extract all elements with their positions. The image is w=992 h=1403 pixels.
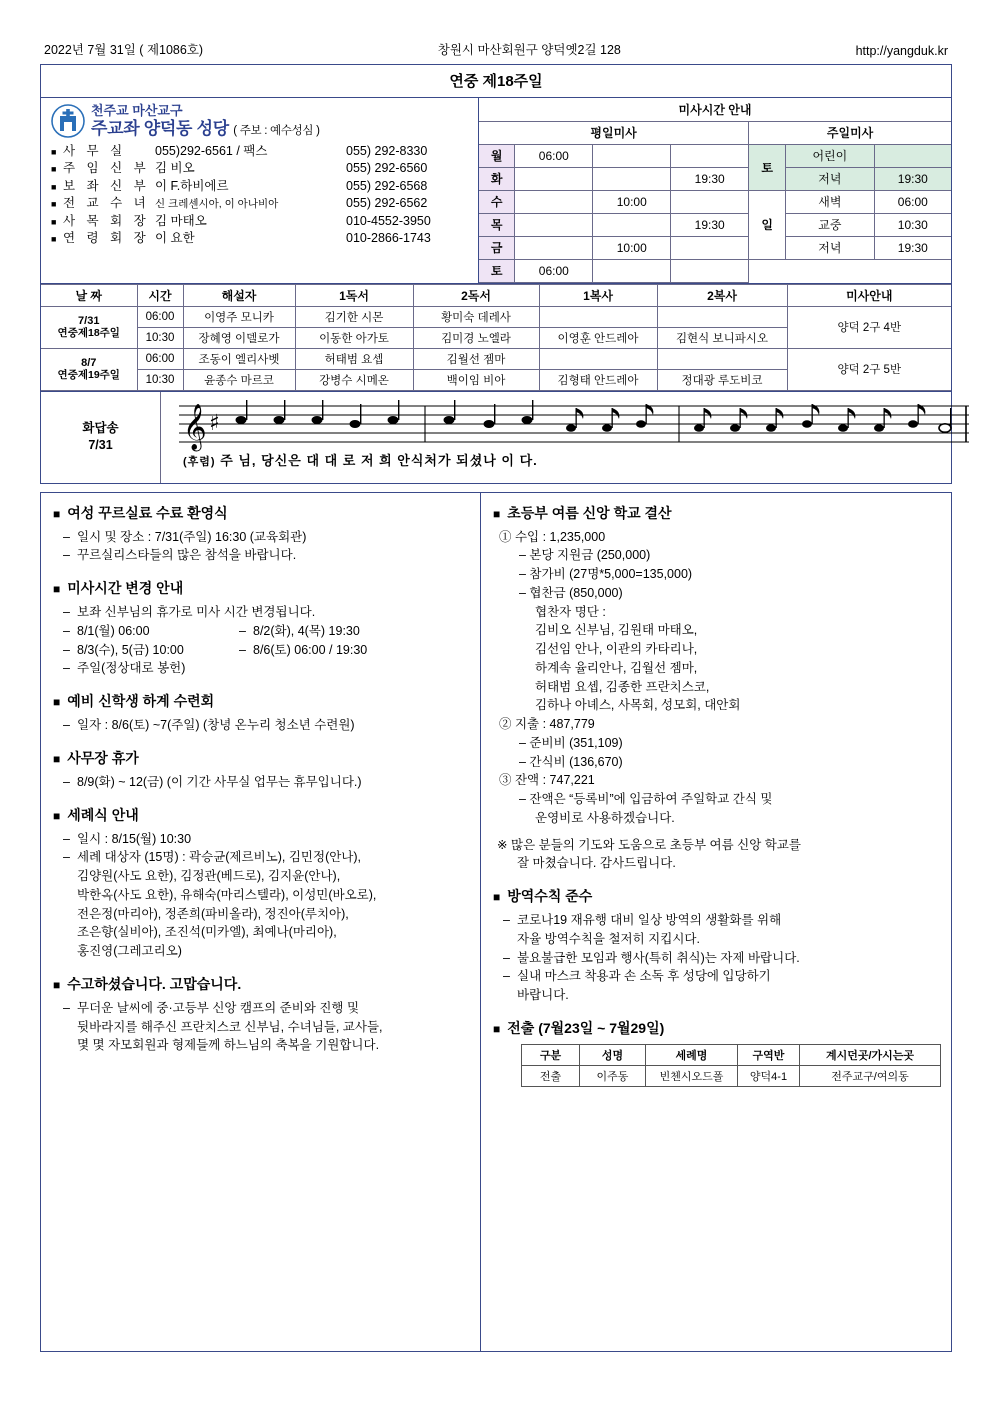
contact-tel: 010-4552-3950: [346, 213, 431, 228]
schedule-reading1: 강병수 시메온: [295, 369, 413, 390]
dash-icon: –: [63, 642, 70, 657]
notice-title: [53, 503, 470, 523]
baptism-name-line: 김양원(사도 요한), 김정관(베드로), 김지윤(안나),: [77, 869, 341, 883]
psalm-lyrics-text: 주 님, 당신은 대 대 로 저 희 안식처가 되셨나 이 다.: [220, 452, 538, 468]
dash-icon: –: [239, 642, 246, 657]
col-header-type: 구분: [522, 1044, 580, 1065]
svg-text:♯: ♯: [209, 410, 220, 436]
list-item: – 8/1(월) 06:00 – 8/2(화), 4(목) 19:30: [53, 622, 470, 641]
weekday-time-1: [515, 236, 593, 259]
contact-tel: 010-2866-1743: [346, 231, 431, 246]
baptism-name-line: 전은정(마리아), 정존희(파비올라), 정진아(루치아),: [77, 906, 349, 921]
responsorial-psalm-section: [41, 391, 951, 483]
contact-list: [51, 142, 470, 247]
baptism-name-line: 홍진영(그레고리오): [77, 944, 182, 958]
notice-title-text: 미사시간 변경 안내: [67, 580, 184, 596]
square-bullet-icon: ■: [493, 506, 501, 521]
contact-value: 055)292-6561 / 팩스: [155, 143, 268, 158]
notice-title: [53, 974, 470, 994]
weekday-label: 화: [479, 167, 515, 190]
notice-title-text: 전출 (7월23일 ~ 7월29일): [507, 1019, 665, 1036]
col-header-from-to: 계시던곳/가시는곳: [800, 1044, 941, 1065]
psalm-label-date: 7/31: [88, 438, 113, 452]
notice-seminarian-retreat: [53, 691, 470, 735]
notice-title-text: 예비 신학생 하계 수련회: [67, 693, 215, 709]
svg-text:𝄞: 𝄞: [183, 403, 207, 450]
weekday-label: 금: [479, 236, 515, 259]
psalm-lyrics: [183, 450, 538, 469]
notice-title-text: 수고하셨습니다. 고맙습니다.: [67, 975, 242, 992]
reference-mark-icon: ※: [497, 837, 508, 852]
col-header-info: 미사안내: [787, 284, 951, 306]
parish-names: [91, 104, 320, 138]
weekday-time-2: [593, 259, 671, 282]
col-header-name: 성명: [580, 1044, 646, 1065]
list-item: – 일자 : 8/6(토) ~7(주일) (창녕 온누리 청소년 수련원): [53, 716, 470, 735]
notice-office-vacation: [53, 748, 470, 792]
page-title: 연중 제18주일: [41, 65, 951, 98]
notices-left-column: [41, 493, 481, 1351]
list-item: – 보좌 신부님의 휴가로 미사 시간 변경됩니다.: [53, 603, 470, 622]
schedule-reading1: 이동한 아가토: [295, 327, 413, 348]
contact-tel: 055) 292-6560: [346, 161, 428, 176]
sunday-mass-time: 19:30: [874, 167, 951, 190]
list-item: [51, 212, 470, 230]
schedule-server1: [539, 306, 657, 327]
psalm-label-title: 화답송: [82, 421, 119, 436]
list-item: – 실내 마스크 착용과 손 소독 후 성당에 입당하기: [493, 967, 941, 986]
square-bullet-icon: ■: [51, 234, 57, 245]
sunday-mass-name: 새벽: [786, 190, 875, 213]
contact-tel: 055) 292-6568: [346, 178, 428, 193]
schedule-time: 06:00: [137, 306, 183, 327]
notice-baptism: [53, 805, 470, 961]
mass-times-title: 미사시간 안내: [479, 98, 951, 121]
notice-title: [493, 1018, 941, 1038]
square-bullet-icon: ■: [53, 506, 61, 521]
weekday-time-3: [671, 259, 749, 282]
bulletin-subtitle: ( 주보 : 예수성심 ): [233, 124, 320, 137]
weekday-time-3: 19:30: [671, 213, 749, 236]
list-item: – 주일(정상대로 봉헌): [53, 659, 470, 678]
col-header-date: 날 짜: [41, 284, 137, 306]
list-item: – 8/3(수), 5(금) 10:00 – 8/6(토) 06:00 / 19:30: [53, 641, 470, 660]
list-item: – 8/9(화) ~ 12(금) (이 기간 사무실 업무는 휴무입니다.): [53, 773, 470, 792]
income-item: – 본당 지원금 (250,000): [519, 548, 651, 563]
col-header-reading1: 1독서: [295, 284, 413, 306]
contact-tel: 055) 292-8330: [346, 143, 428, 158]
schedule-time: 10:30: [137, 369, 183, 390]
weekday-time-1: [515, 213, 593, 236]
weekday-label: 수: [479, 190, 515, 213]
contact-value: 이 F.하비에르: [155, 178, 229, 193]
schedule-narrator: 장혜영 이델로가: [183, 327, 295, 348]
church-logo-icon: [51, 104, 85, 138]
square-bullet-icon: ■: [53, 695, 61, 709]
schedule-date: 7/31 연중제18주일: [41, 306, 137, 348]
square-bullet-icon: ■: [51, 181, 57, 192]
dash-icon: –: [63, 605, 70, 619]
schedule-reading2: 김월선 젬마: [413, 348, 539, 369]
schedule-narrator: 조동이 엘리사벳: [183, 348, 295, 369]
sunday-mass-time: 10:30: [874, 213, 951, 236]
contact-label: 연 령 회 장: [63, 231, 150, 246]
mass-times-table: [479, 98, 951, 283]
baptism-name-line: 박한옥(사도 요한), 유해숙(마리스텔라), 이성민(바오로),: [77, 887, 377, 902]
church-name: 주교좌 양덕동 성당: [91, 118, 229, 138]
donor-line: 김하나 아녜스, 사목회, 성모회, 대안회: [535, 698, 741, 713]
expense-item: – 간식비 (136,670): [519, 754, 623, 769]
schedule-server2: [657, 348, 787, 369]
dash-icon: –: [503, 913, 510, 927]
list-item: – 코로나19 재유행 대비 일상 방역의 생활화를 위해: [493, 911, 941, 930]
weekday-time-3: [671, 236, 749, 259]
weekday-label: 목: [479, 213, 515, 236]
psalm-label: [41, 392, 161, 483]
schedule-info: 양덕 2구 4반: [787, 306, 951, 348]
main-frame: [40, 64, 952, 484]
schedule-server2: [657, 306, 787, 327]
dash-icon: –: [63, 831, 70, 846]
dash-icon: –: [63, 529, 70, 544]
balance-label: ③ 잔액 : 747,221: [499, 773, 595, 788]
square-bullet-icon: ■: [493, 1021, 501, 1036]
notice-title: [53, 748, 470, 768]
table-header-row: [522, 1044, 941, 1065]
col-header-server2: 2복사: [657, 284, 787, 306]
income-label: ① 수입 : 1,235,000: [499, 529, 606, 544]
schedule-server1: 김형태 안드레아: [539, 369, 657, 390]
list-item: – 꾸르실리스타들의 많은 참석을 바랍니다.: [53, 546, 470, 565]
transfer-name: 이주동: [580, 1065, 646, 1086]
list-item: – 일시 : 8/15(월) 10:30: [53, 830, 470, 849]
weekday-time-3: [671, 144, 749, 167]
weekday-label: 월: [479, 144, 515, 167]
square-bullet-icon: ■: [53, 582, 61, 596]
donor-list-label: 협찬자 명단 :: [535, 604, 606, 619]
transfer-district: 양덕4-1: [738, 1065, 800, 1086]
notice-transfers: [493, 1018, 941, 1087]
notice-title-text: 사무장 휴가: [67, 749, 139, 766]
col-header-server1: 1복사: [539, 284, 657, 306]
sunday-mass-header: 주일미사: [749, 121, 951, 144]
list-item: – 일시 및 장소 : 7/31(주일) 16:30 (교육회관): [53, 528, 470, 547]
square-bullet-icon: ■: [51, 164, 57, 175]
dash-icon: –: [63, 548, 70, 563]
transfer-table: [521, 1044, 941, 1087]
sunday-mass-name: 교중: [786, 213, 875, 236]
sunday-group-sun: 일: [749, 190, 786, 259]
list-item: – 무더운 날씨에 중·고등부 신앙 캠프의 준비와 진행 및: [53, 999, 470, 1018]
transfer-baptismal-name: 빈첸시오드폴: [646, 1065, 738, 1086]
upper-section: [41, 98, 951, 283]
notice-mass-time-change: [53, 578, 470, 678]
schedule-narrator: 윤종수 마르코: [183, 369, 295, 390]
notice-title: [53, 691, 470, 711]
spacer-cell: [749, 259, 951, 282]
weekday-time-1: [515, 167, 593, 190]
parish-logo-row: [51, 104, 470, 138]
weekday-time-2: 10:00: [593, 190, 671, 213]
balance-item: – 잔액은 “등록비”에 입금하여 주일학교 간식 및: [519, 792, 773, 806]
rule-line: 자율 방역수칙을 철저히 지킵시다.: [517, 931, 700, 946]
schedule-date: 8/7 연중제19주일: [41, 348, 137, 390]
settlement-note-line: 잘 마쳤습니다. 감사드립니다.: [517, 856, 676, 871]
notices-section: [40, 492, 952, 1352]
notice-cursillo: [53, 503, 470, 566]
sunday-mass-name: 저녁: [786, 167, 875, 190]
dash-icon: –: [63, 774, 70, 789]
contact-value: 신 크레센시아, 이 아나비아: [155, 198, 279, 211]
contact-value: 김 마태오: [155, 213, 207, 228]
list-item: [51, 177, 470, 195]
transfer-from-to: 전주교구/여의동: [800, 1065, 941, 1086]
sunday-mass-name: 저녁: [786, 236, 875, 259]
list-item: [51, 160, 470, 178]
sunday-mass-name: 어린이: [786, 144, 875, 167]
notice-title: [493, 886, 941, 906]
schedule-reading2: 백이임 비아: [413, 369, 539, 390]
weekday-time-2: [593, 167, 671, 190]
notice-title: [493, 503, 941, 523]
dash-icon: –: [63, 718, 70, 732]
square-bullet-icon: ■: [51, 146, 57, 157]
dash-icon: –: [503, 969, 510, 984]
music-staff-icon: [179, 398, 969, 454]
square-bullet-icon: ■: [51, 199, 57, 210]
parish-info: [41, 98, 479, 283]
notices-right-column: [481, 493, 951, 1351]
schedule-reading1: 김기한 시몬: [295, 306, 413, 327]
list-item: [51, 195, 470, 213]
notice-summer-school-settlement: [493, 503, 941, 874]
weekday-time-2: [593, 213, 671, 236]
dash-icon: –: [63, 850, 70, 865]
dash-icon: –: [63, 1000, 70, 1015]
expense-label: ② 지출 : 487,779: [499, 717, 595, 731]
contact-label: 전 교 수 녀: [63, 196, 150, 211]
psalm-notation: [161, 392, 951, 483]
sunday-group-sat: 토: [749, 144, 786, 190]
notice-title-text: 여성 꾸르실료 수료 환영식: [67, 504, 228, 521]
weekday-time-3: 19:30: [671, 167, 749, 190]
donor-line: 김선임 안나, 이관의 카타리나,: [535, 642, 698, 656]
notice-thanks: [53, 974, 470, 1055]
liturgy-schedule-table: [41, 283, 951, 391]
income-item: – 참가비 (27명*5,000=135,000): [519, 567, 693, 581]
schedule-info: 양덕 2구 5반: [787, 348, 951, 390]
thanks-line: 뒷바라지를 해주신 프란치스코 신부님, 수녀님들, 교사들,: [77, 1019, 383, 1034]
schedule-reading1: 허태범 요셉: [295, 348, 413, 369]
col-header-baptismal-name: 세례명: [646, 1044, 738, 1065]
schedule-reading2: 황미숙 데레사: [413, 306, 539, 327]
expense-item: – 준비비 (351,109): [519, 735, 623, 750]
weekday-time-2: [593, 144, 671, 167]
list-item: [51, 230, 470, 248]
sunday-mass-time: [874, 144, 951, 167]
schedule-server1: [539, 348, 657, 369]
dash-icon: –: [239, 623, 246, 638]
sunday-mass-time: 19:30: [874, 236, 951, 259]
weekday-label: 토: [479, 259, 515, 282]
schedule-server2: 정대광 루도비코: [657, 369, 787, 390]
balance-item: 운영비로 사용하겠습니다.: [535, 810, 675, 825]
income-item: – 협찬금 (850,000): [519, 585, 623, 600]
diocese-name: 천주교 마산교구: [91, 103, 183, 118]
notice-title-text: 초등부 여름 신앙 학교 결산: [507, 504, 672, 521]
square-bullet-icon: ■: [53, 751, 61, 766]
table-row: [41, 348, 951, 369]
table-row: [522, 1065, 941, 1086]
parish-address: 창원시 마산회원구 양덕옛2길 128: [437, 43, 621, 57]
col-header-narrator: 해설자: [183, 284, 295, 306]
thanks-line: 몇 몇 자모회원과 형제들께 하느님의 축복을 기원합니다.: [77, 1038, 380, 1053]
notice-title: [53, 578, 470, 598]
contact-label: 사 무 실: [63, 143, 127, 158]
rule-line: 바랍니다.: [517, 988, 569, 1002]
dash-icon: –: [63, 623, 70, 638]
schedule-time: 06:00: [137, 348, 183, 369]
table-row: [41, 306, 951, 327]
weekday-time-1: 06:00: [515, 144, 593, 167]
notice-title-text: 방역수칙 준수: [507, 888, 593, 904]
donor-line: 허태범 요셉, 김종한 프란치스코,: [535, 679, 710, 694]
schedule-narrator: 이영주 모니카: [183, 306, 295, 327]
contact-label: 사 목 회 장: [63, 213, 150, 228]
weekday-time-2: 10:00: [593, 236, 671, 259]
contact-value: 이 요한: [155, 231, 195, 246]
weekday-time-1: 06:00: [515, 259, 593, 282]
weekday-time-3: [671, 190, 749, 213]
col-header-time: 시간: [137, 284, 183, 306]
notice-title-text: 세례식 안내: [67, 806, 139, 823]
page-header: [40, 40, 952, 64]
contact-label: 보 좌 신 부: [63, 178, 150, 193]
list-item: – 불요불급한 모임과 행사(특히 취식)는 자제 바랍니다.: [493, 949, 941, 968]
weekday-mass-header: 평일미사: [479, 121, 749, 144]
contact-tel: 055) 292-6562: [346, 196, 428, 211]
notice-covid-rules: [493, 886, 941, 1005]
issue-date: 2022년 7월 31일 ( 제1086호): [44, 43, 204, 57]
col-header-district: 구역반: [738, 1044, 800, 1065]
transfer-type: 전출: [522, 1065, 580, 1086]
list-item: – 세례 대상자 (15명) : 곽승균(제르비노), 김민정(안나),: [53, 848, 470, 867]
dash-icon: –: [503, 950, 510, 965]
weekday-time-1: [515, 190, 593, 213]
sunday-mass-time: 06:00: [874, 190, 951, 213]
settlement-note: ※ 많은 분들의 기도와 도움으로 초등부 여름 신앙 학교를: [493, 836, 941, 855]
notice-title: [53, 805, 470, 825]
square-bullet-icon: ■: [53, 977, 61, 992]
parish-url: http://yangduk.kr: [855, 44, 948, 58]
baptism-name-line: 조은향(실비아), 조진석(미카엘), 최예나(마리아),: [77, 925, 337, 940]
schedule-server1: 이영훈 안드레아: [539, 327, 657, 348]
col-header-reading2: 2독서: [413, 284, 539, 306]
dash-icon: –: [63, 661, 70, 676]
square-bullet-icon: ■: [53, 808, 61, 823]
donor-line: 김비오 신부님, 김원태 마태오,: [535, 623, 698, 638]
square-bullet-icon: ■: [493, 890, 501, 904]
schedule-server2: 김현식 보니파시오: [657, 327, 787, 348]
psalm-refrain-mark: (후렴): [183, 455, 216, 468]
donor-line: 하계속 율리안나, 김월선 젬마,: [535, 660, 698, 675]
schedule-reading2: 김미경 노엘라: [413, 327, 539, 348]
contact-label: 주 임 신 부: [63, 161, 150, 176]
contact-value: 김 비오: [155, 161, 195, 176]
square-bullet-icon: ■: [51, 216, 57, 227]
list-item: [51, 142, 470, 160]
schedule-time: 10:30: [137, 327, 183, 348]
